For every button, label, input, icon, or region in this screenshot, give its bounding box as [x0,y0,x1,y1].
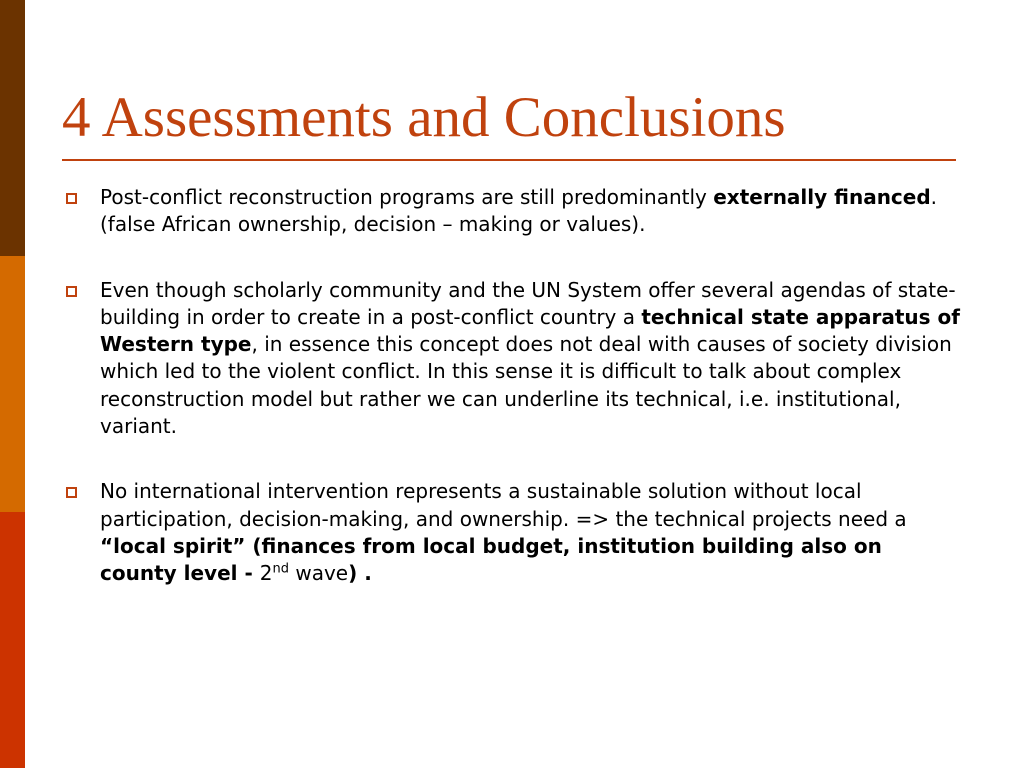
slide-title: 4 Assessments and Conclusions [62,86,786,149]
hollow-square-bullet-icon [66,487,77,498]
title-underline-rule [62,159,956,161]
hollow-square-bullet-icon [66,193,77,204]
bullet-item-1 [62,184,962,239]
side-bar-segment-dark [0,0,25,256]
decorative-side-bar [0,0,25,768]
bullet-text-3: No international intervention represents a sustainable solution without local participation, decision-making, and ownership. => the technical projects need a “local spirit” (finances from local budget, institution building also on county level - 2nd wave) . [100,479,907,586]
bullet-item-3 [62,478,962,587]
bullet-list [62,184,962,626]
side-bar-segment-orange [0,256,25,512]
bullet-item-2 [62,277,962,441]
hollow-square-bullet-icon [66,286,77,297]
bullet-text-2: Even though scholarly community and the UN System offer several agendas of state-building in order to create in a post-conflict country a technical state apparatus of Western type, in essence this concept does not deal with causes of society division which led to the violent conflict. In this sense it is difficult to talk about complex reconstruction model but rather we can underline its technical, i.e. institutional, variant. [100,277,960,439]
bullet-text-1: Post-conflict reconstruction programs are still predominantly externally financed. (false African ownership, decision – making or values). [100,185,938,237]
side-bar-segment-red [0,512,25,768]
